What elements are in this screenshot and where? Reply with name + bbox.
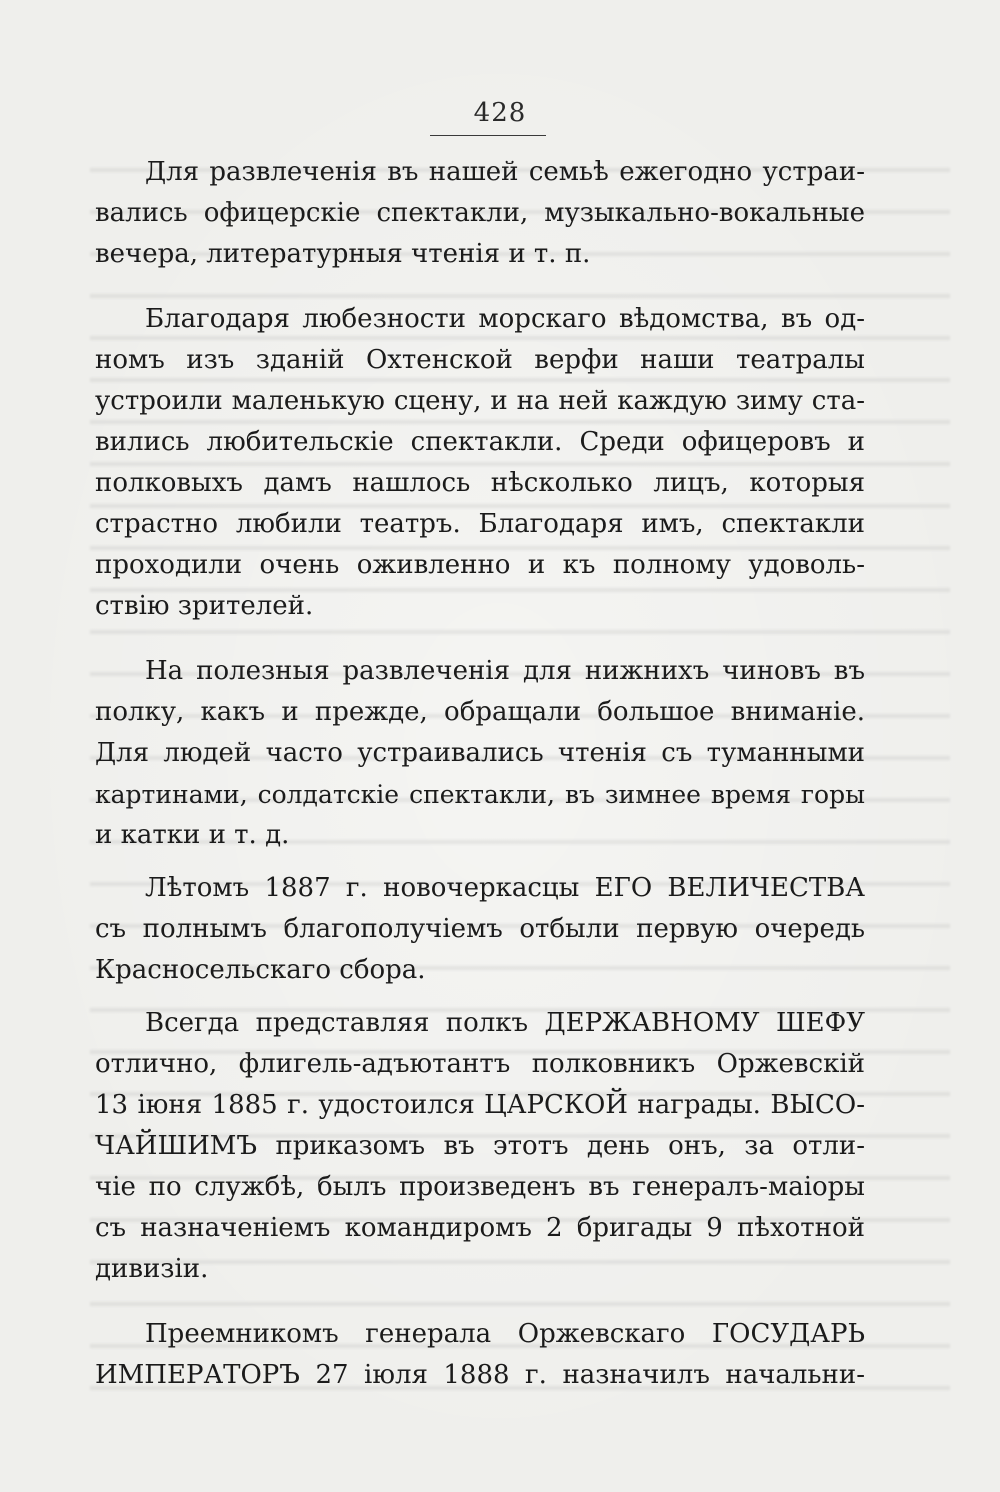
text-line: полковыхъ дамъ нашлось нѣсколько лицъ, которыя [95,468,865,498]
text-line: ствію зрителей. [95,591,314,621]
paragraph-5 [95,1003,865,1290]
text-line: Благодаря любезности морскаго вѣдомства, въ од- [145,304,865,334]
text-line: Для людей часто устраивались чтенія съ туманными [95,738,865,768]
paragraph-3 [95,651,865,856]
text-line: На полезныя развлеченія для нижнихъ чиновъ въ [145,656,865,686]
text-line: съ назначеніемъ командиромъ 2 бригады 9 пѣхотной [95,1213,865,1243]
text-line: страстно любили театръ. Благодаря имъ, спектакли [95,509,865,539]
text-line: чіе по службѣ, былъ произведенъ въ генералъ-маіоры [95,1172,865,1202]
text-line: Преемникомъ генерала Оржевскаго ГОСУДАРЬ [145,1319,865,1349]
text-line: устроили маленькую сцену, и на ней каждую зиму ста- [95,386,865,416]
text-line: вились любительскіе спектакли. Среди офицеровъ и [95,427,865,457]
text-line: Лѣтомъ 1887 г. новочеркасцы ЕГО ВЕЛИЧЕСТВА [145,873,865,903]
text-line: картинами, солдатскіе спектакли, въ зимнее время горы [95,780,865,809]
paragraph-2 [95,299,865,627]
text-line: вались офицерскіе спектакли, музыкально-вокальные [95,198,865,228]
text-line: дивизіи. [95,1254,209,1284]
paragraph-6 [95,1314,865,1396]
text-line: ИМПЕРАТОРЪ 27 іюля 1888 г. назначилъ начальни- [95,1360,865,1390]
text-line: проходили очень оживленно и къ полному удоволь- [95,550,865,580]
text-line: Красносельскаго сбора. [95,955,426,985]
page-number-rule [430,135,546,136]
text-line: 13 іюня 1885 г. удостоился ЦАРСКОЙ награды. ВЫСО- [95,1090,865,1120]
paragraph-1 [95,152,865,275]
paragraph-4 [95,868,865,991]
text-line: номъ изъ зданій Охтенской верфи наши театралы [95,345,865,375]
text-line: полку, какъ и прежде, обращали большое вниманіе. [95,697,865,727]
text-line: ЧАЙШИМЪ приказомъ въ этотъ день онъ, за отли- [95,1131,865,1161]
body-text [95,152,865,1396]
page-number: 428 [473,98,527,128]
text-line: Для развлеченія въ нашей семьѣ ежегодно устраи- [145,157,865,187]
text-line: съ полнымъ благополучіемъ отбыли первую очередь [95,914,865,944]
text-line: и катки и т. д. [95,820,290,850]
text-line: отлично, флигель-адъютантъ полковникъ Оржевскій [95,1049,865,1079]
text-line: вечера, литературныя чтенія и т. п. [95,239,591,269]
text-line: Всегда представляя полкъ ДЕРЖАВНОМУ ШЕФУ [145,1008,865,1038]
